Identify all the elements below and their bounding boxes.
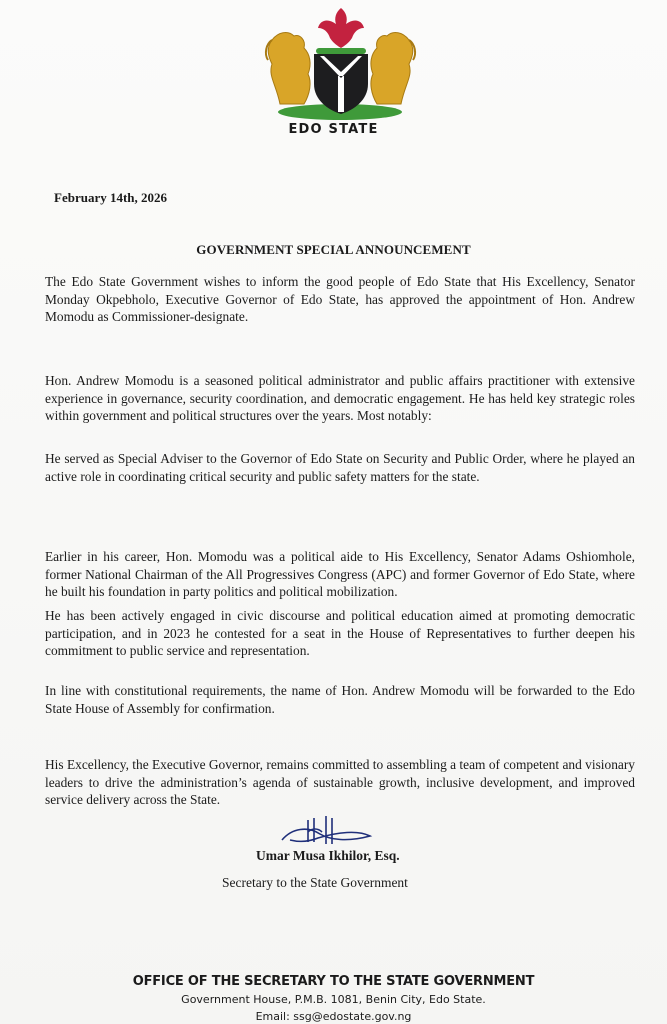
paragraph-profile: Hon. Andrew Momodu is a seasoned political administrator and public affairs practitioner with extensive experience in governance, security coordination, and democratic engagement. He has held key strategic roles within government and political structures over the years. Most notably: — [45, 373, 635, 424]
nigeria-coat-of-arms-icon — [258, 4, 423, 122]
state-name: EDO STATE — [288, 122, 379, 137]
paragraph-civic-engagement: He has been actively engaged in civic discourse and political education aimed at promoting democratic participation, and in 2023 he contested for a seat in the House of Representatives to further deepen his commitment to public service and representation. — [45, 608, 635, 659]
signatory-name: Umar Musa Ikhilor, Esq. — [256, 848, 400, 863]
paragraph-appointment: The Edo State Government wishes to inform the good people of Edo State that His Excellency, Senator Monday Okpebholo, Executive Governor of Edo State, has approved the appointment of Hon. Andrew Momodu as Commissioner-designate. — [45, 274, 635, 325]
handwritten-signature-icon — [278, 812, 378, 850]
footer-address: Government House, P.M.B. 1081, Benin City, Edo State. — [181, 993, 486, 1006]
signatory-title: Secretary to the State Government — [222, 875, 408, 890]
paragraph-early-career: Earlier in his career, Hon. Momodu was a political aide to His Excellency, Senator Adams Oshiomhole, former National Chairman of the All Progressives Congress (APC) and former Governor of Edo State, where he built his foundation in party politics and political mobilization. — [45, 549, 635, 600]
paragraph-commitment: His Excellency, the Executive Governor, remains committed to assembling a team of competent and visionary leaders to drive the administration’s agenda of sustainable growth, inclusive development, and improved service delivery across the State. — [45, 757, 635, 808]
paragraph-confirmation: In line with constitutional requirements, the name of Hon. Andrew Momodu will be forwarded to the Edo State House of Assembly for confirmation. — [45, 683, 635, 716]
footer-email: Email: ssg@edostate.gov.ng — [255, 1010, 412, 1023]
footer-office-name: OFFICE OF THE SECRETARY TO THE STATE GOVERNMENT — [132, 974, 535, 989]
letter-date: February 14th, 2026 — [54, 190, 168, 205]
paragraph-special-adviser: He served as Special Adviser to the Governor of Edo State on Security and Public Order, where he played an active role in coordinating critical security and public safety matters for the state. — [45, 451, 635, 484]
announcement-heading: GOVERNMENT SPECIAL ANNOUNCEMENT — [196, 242, 471, 257]
